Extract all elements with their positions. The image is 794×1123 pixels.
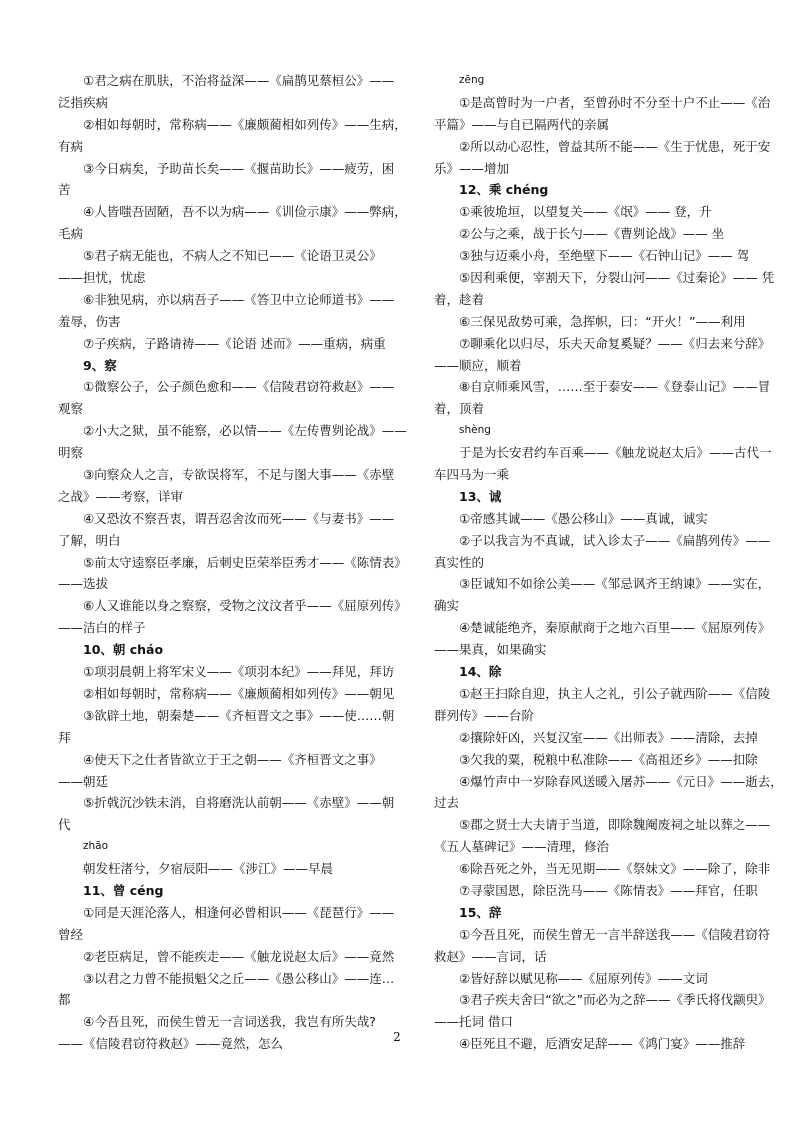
text-line: ②老臣病足，曾不能疾走——《触龙说赵太后》——竟然 (83, 948, 395, 964)
text-line: ④楚诚能绝齐，秦原献商于之地六百里——《屈原列传》 (459, 620, 771, 636)
text-line: 过去 (434, 795, 460, 811)
section-heading: 11、曾 céng (83, 882, 164, 898)
text-line: 乐》——增加 (434, 160, 510, 176)
text-line: ④人皆嗤吾固陋，吾不以为病——《训俭示康》——弊病， (83, 204, 407, 220)
text-line: ③独与迈乘小舟，至绝壁下——《石钟山记》—— 驾 (459, 248, 750, 264)
text-line: ③今日病矣，予助苗长矣——《揠苗助长》——疲劳，困 (83, 160, 395, 176)
text-line: ——洁白的样子 (58, 620, 146, 636)
text-line: ②相如每朝时，常称病——《廉颇蔺相如列传》——朝见 (83, 685, 395, 701)
text-line: ⑥人又谁能以身之察察，受物之汶汶者乎——《屈原列传》 (83, 598, 407, 614)
text-line: ③以君之力曾不能损魁父之丘——《愚公移山》——连… (83, 970, 395, 986)
text-line: shèng (459, 424, 491, 437)
text-line: ——托词 借口 (434, 1014, 513, 1030)
text-line: 明察 (58, 445, 84, 461)
text-line: ②攘除奸凶，兴复汉室——《出师表》——清除，去掉 (459, 729, 758, 745)
text-line: ——顺应，顺着 (434, 357, 522, 373)
section-heading: 9、察 (83, 357, 117, 373)
text-line: ⑤君子病无能也，不病人之不知已——《论语卫灵公》 (83, 248, 382, 264)
text-line: ①君之病在肌肤，不治将益深——《扁鹊见蔡桓公》—— (83, 73, 395, 88)
text-line: ④爆竹声中一岁除春风送暖入屠苏——《元日》——逝去， (459, 773, 783, 789)
text-line: ②公与之乘，战于长勺——《曹刿论战》—— 坐 (459, 226, 725, 242)
text-line: ②相如每朝时，常称病——《廉颇蔺相如列传》——生病， (83, 116, 407, 132)
text-line: ⑤因利乘便，宰割天下，分裂山河——《过秦论》—— 凭 (459, 270, 775, 286)
text-line: 《五人墓碑记》——清理，修治 (434, 839, 610, 855)
text-line: ②小大之狱，虽不能察，必以情——《左传曹刿论战》—— (83, 423, 407, 439)
text-line: ①是高曾时为一户者，至曾孙时不分至十户不止——《治 (459, 94, 771, 110)
text-line: ③欲辟土地，朝秦楚——《齐桓晋文之事》——使……朝 (83, 707, 395, 723)
text-line: 曾经 (58, 926, 84, 942)
text-line: ②皆好辞以赋见称——《屈原列传》——文词 (459, 970, 708, 986)
text-line: ⑥非独见病，亦以病吾子——《答卫中立论师道书》—— (83, 291, 395, 307)
text-line: 有病 (58, 138, 84, 154)
text-line: 毛病 (58, 226, 84, 242)
section-heading: 13、诚 (459, 488, 502, 504)
right-column (434, 70, 783, 1055)
text-line: 泛指疾病 (58, 94, 109, 110)
text-line: ②子以我言为不真诚，试入诊太子——《扁鹊列传》—— (459, 532, 771, 548)
text-line: ——担忧，忧虑 (58, 270, 146, 286)
text-line: ⑥除吾死之外，当无见期——《祭妹文》——除了，除非 (459, 861, 771, 877)
text-line: ①微察公子，公子颜色愈和——《信陵君窃符救赵》—— (83, 379, 395, 395)
text-line: ⑤前太守逵察臣孝廉，后刺史臣荣举臣秀才——《陈情表》 (83, 554, 407, 570)
text-line: ⑤折戟沉沙铁未消，自将磨洗认前朝——《赤壁》——朝 (83, 795, 395, 811)
text-line: ——选拔 (58, 576, 109, 592)
section-heading: 14、除 (459, 664, 502, 680)
text-line: 群列传》——台阶 (434, 707, 535, 723)
text-line: 朝发枉渚兮，夕宿辰阳——《涉江》——早晨 (83, 861, 334, 877)
text-line: 着，趁着 (434, 291, 485, 307)
text-line: ⑦聊乘化以归尽，乐夫天命复奚疑？——《归去来兮辞》 (459, 335, 771, 351)
text-line: 羞辱，伤害 (58, 313, 121, 329)
text-line: ①帝感其诚——《愚公移山》——真诚，诚实 (459, 510, 708, 526)
text-line: ⑥三保见敌势可乘，急挥帜，曰：“开火！”——利用 (459, 313, 746, 329)
text-line: ④臣死且不避，卮酒安足辞——《鸿门宴》——推辞 (459, 1036, 746, 1052)
text-line: ③臣诚知不如徐公美——《邹忌讽齐王纳谏》——实在， (459, 576, 771, 592)
text-line: ⑦寻蒙国恩，除臣洗马——《陈情表》——拜官，任职 (459, 882, 758, 898)
text-line: 都 (58, 992, 71, 1008)
text-line: 着，顶着 (434, 401, 485, 417)
text-line: ①同是天涯沦落人，相逢何必曾相识——《琵琶行》—— (83, 904, 395, 920)
text-line: ——朝廷 (58, 773, 109, 789)
text-line: ④又恐汝不察吾衷，谓吾忍舍汝而死——《与妻书》—— (83, 510, 395, 526)
text-line: 之战》——考察，详审 (58, 488, 184, 504)
text-line: ——果真，如果确实 (434, 642, 547, 658)
text-line: ④使天下之仕者皆欲立于王之朝——《齐桓晋文之事》 (83, 751, 382, 767)
section-heading: 15、辞 (459, 904, 502, 920)
text-line: ③向察众人之言，专欲误将军，不足与图大事——《赤壁 (83, 467, 395, 483)
text-line: ⑤郡之贤士大夫请于当道，即除魏阉废祠之址以葬之—— (459, 817, 771, 833)
text-line: 确实 (434, 598, 460, 614)
text-line: 车四马为一乘 (434, 467, 510, 483)
text-line: 代 (58, 817, 71, 833)
text-line: 平篇》——与自已隔两代的亲属 (434, 116, 610, 132)
text-line: 真实性的 (434, 554, 485, 570)
text-line: zēng (459, 74, 485, 86)
text-line: ⑦子疾病，子路请祷——《论语 述而》——重病，病重 (83, 335, 386, 351)
section-heading: 12、乘 chéng (459, 182, 549, 198)
text-line: ——《信陵君窃符救赵》——竟然，怎么 (58, 1036, 284, 1052)
text-line: 拜 (58, 729, 71, 745)
text-line: 了解，明白 (58, 532, 121, 548)
text-line: ①项羽晨朝上将军宋义——《项羽本纪》——拜见，拜访 (83, 664, 395, 680)
text-line: 救赵》——言词，话 (434, 948, 547, 964)
text-line: ③君子疾夫舍曰“欲之”而必为之辞——《季氏将伐颛臾》 (459, 992, 771, 1008)
text-line: 于是为长安君约车百乘——《触龙说赵太后》——古代一 (459, 445, 772, 461)
text-line: ②所以动心忍性，曾益其所不能——《生于忧患，死于安 (459, 138, 771, 154)
left-column (58, 70, 407, 1055)
text-line: ⑧自京师乘风雪，……至于泰安——《登泰山记》——冒 (459, 379, 771, 395)
text-line: 观察 (58, 401, 84, 417)
text-line: ①乘彼垝垣，以望复关——《氓》—— 登，升 (459, 204, 712, 220)
text-line: ①赵王扫除自迎，执主人之礼，引公子就西阶——《信陵 (459, 685, 771, 701)
text-line: ③欠我的粟，税粮中私准除——《高祖还乡》——扣除 (459, 751, 758, 767)
section-heading: 10、朝 cháo (83, 642, 164, 658)
page-number: 2 (393, 1030, 401, 1044)
text-line: 苦 (58, 182, 71, 198)
text-line: ④今吾且死，而侯生曾无一言词送我，我岂有所失哉? (83, 1014, 376, 1030)
text-line: ①今吾且死，而侯生曾无一言半辞送我——《信陵君窃符 (459, 926, 771, 942)
text-line: zhāo (83, 840, 109, 853)
